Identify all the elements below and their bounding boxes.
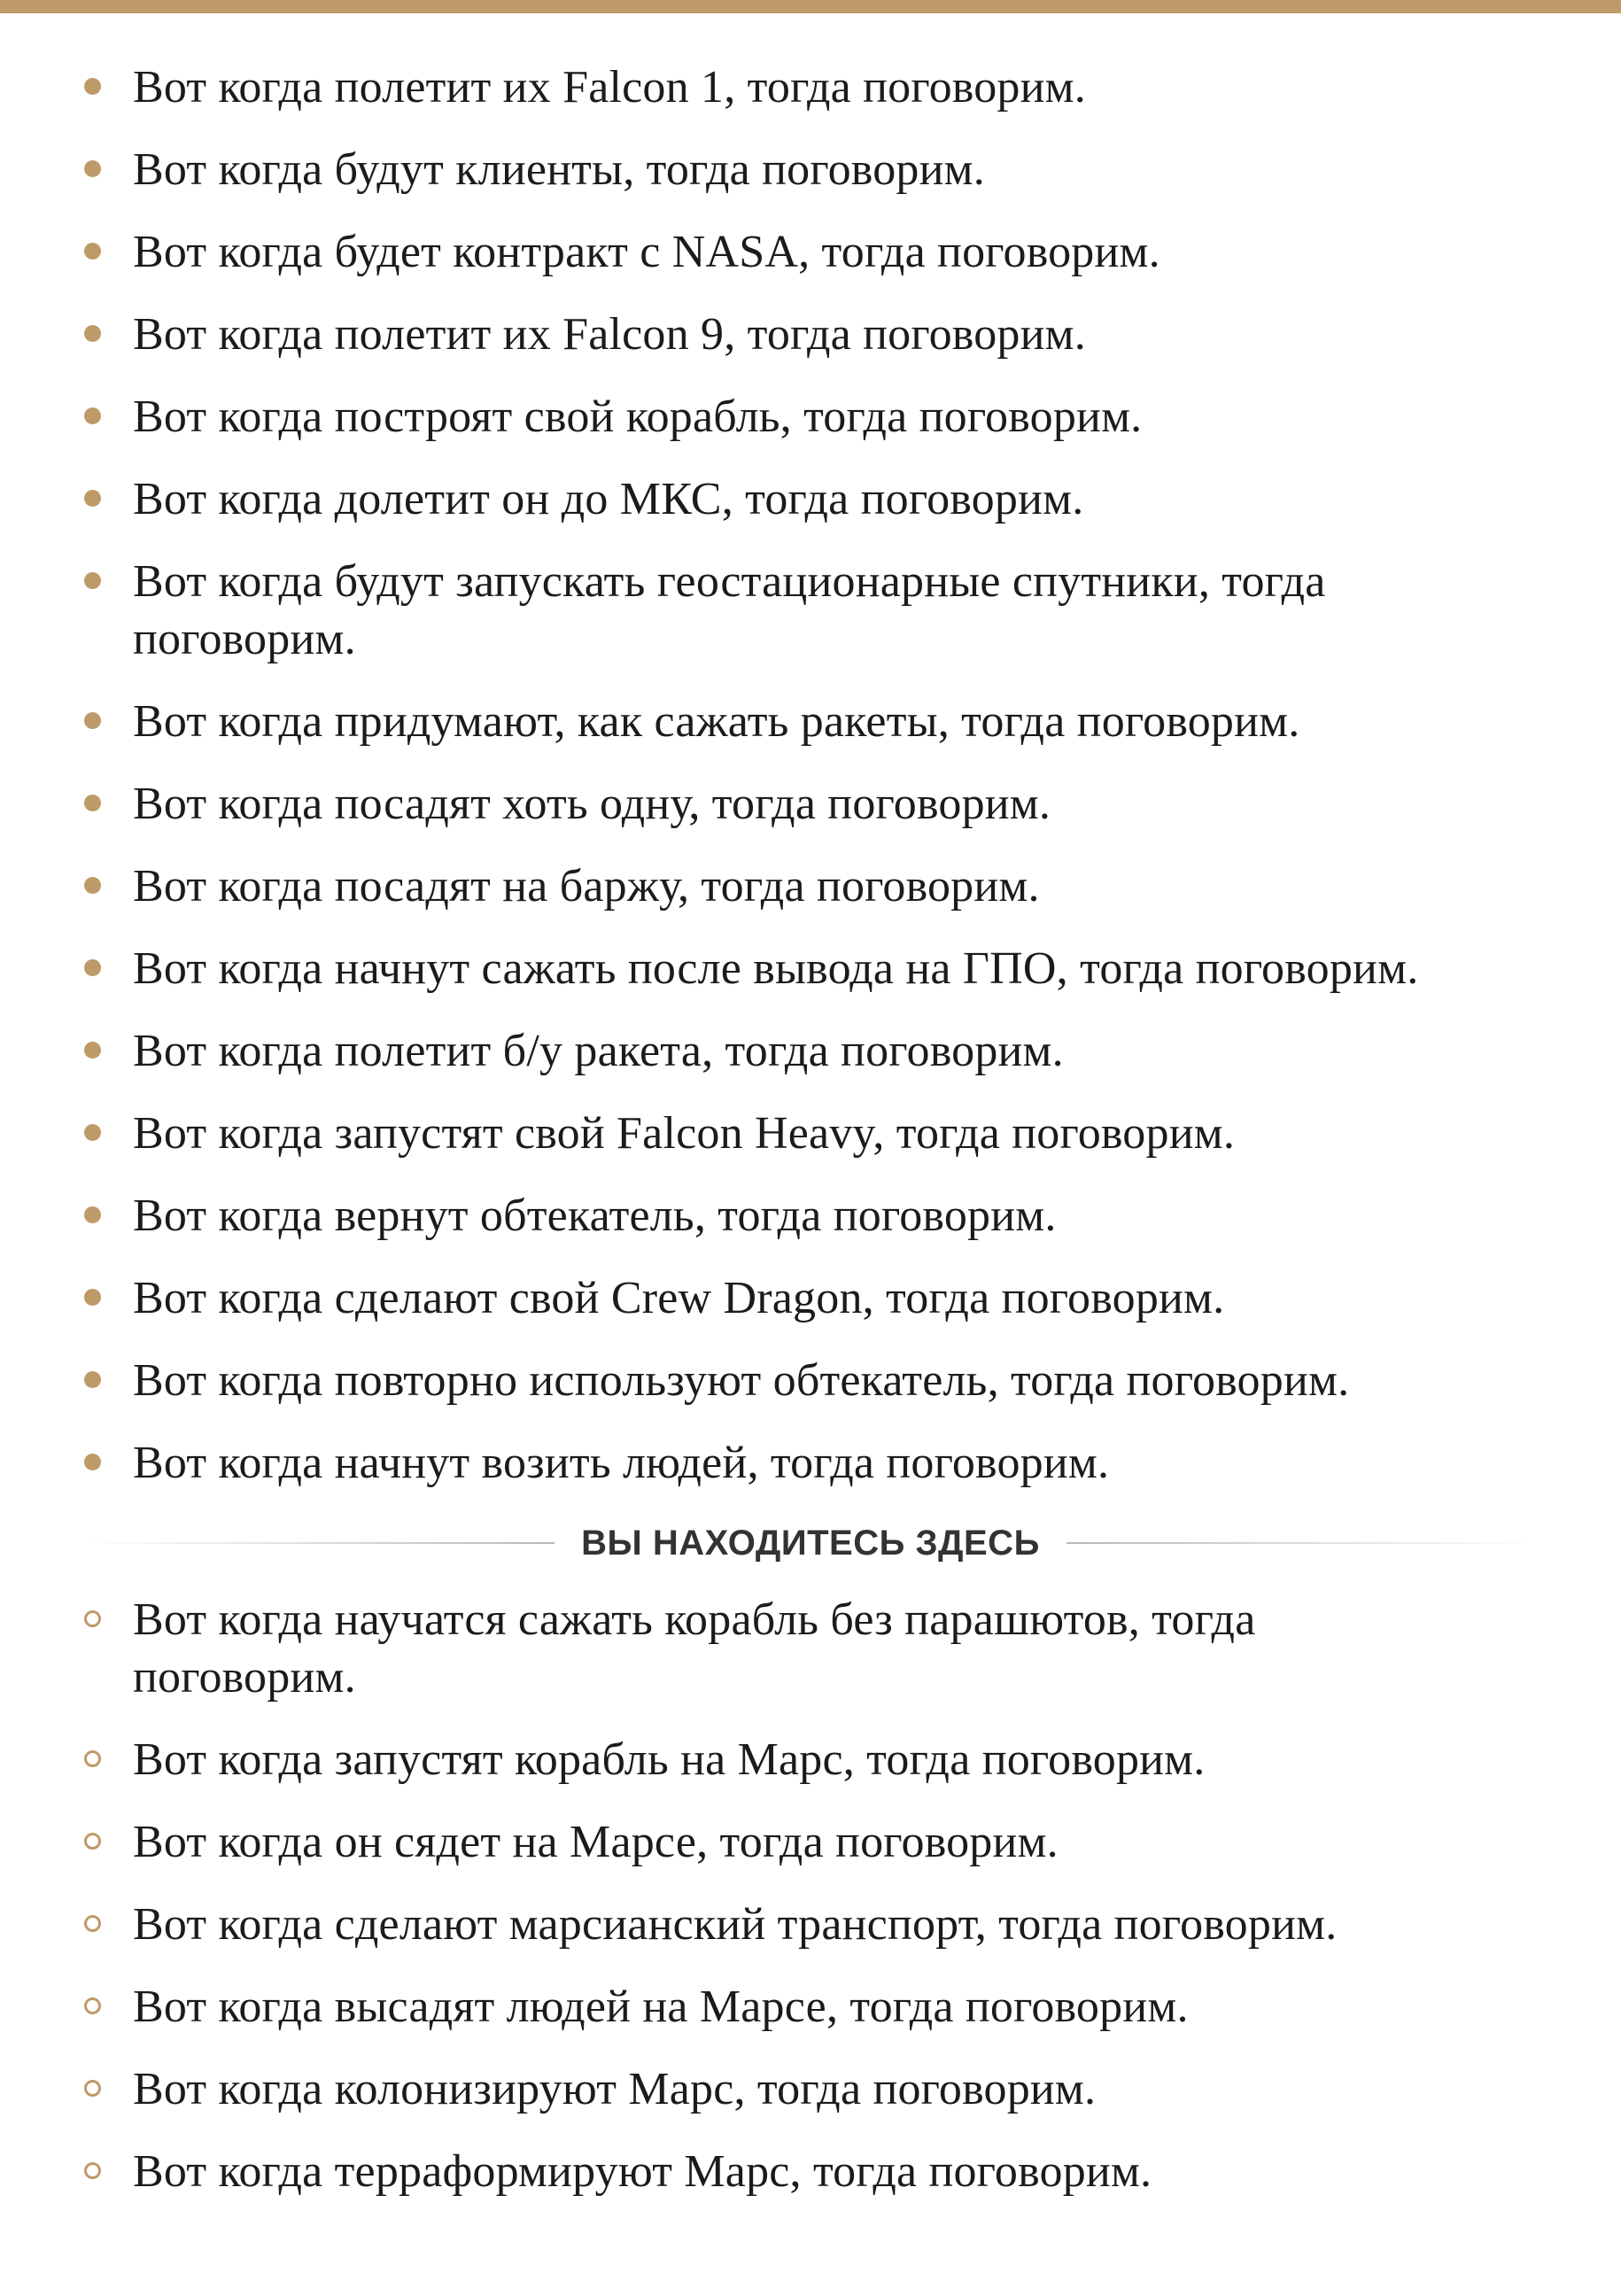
- list-item-text: Вот когда запустят корабль на Марс, тогда поговорим.: [133, 1734, 1206, 1785]
- list-item-text: Вот когда научатся сажать корабль без парашютов, тогда поговорим.: [133, 1594, 1256, 1703]
- hollow-bullet-icon: [84, 2162, 101, 2179]
- list-item: [84, 1105, 1590, 1162]
- list-item-text: Вот когда повторно используют обтекатель, тогда поговорим.: [133, 1355, 1350, 1406]
- list-item: [84, 58, 1590, 116]
- list-item-text: Вот когда терраформируют Марс, тогда поговорим.: [133, 2146, 1152, 2197]
- list-item-text: Вот когда посадят хоть одну, тогда поговорим.: [133, 779, 1051, 829]
- list-item: [84, 470, 1590, 528]
- filled-bullet-icon: [84, 1371, 101, 1388]
- list-item: [84, 1352, 1590, 1409]
- divider-label: ВЫ НАХОДИТЕСЬ ЗДЕСЬ: [581, 1523, 1040, 1563]
- list-item-text: Вот когда сделают свой Crew Dragon, тогда поговорим.: [133, 1273, 1225, 1323]
- list-item-text: Вот когда колонизируют Марс, тогда поговорим.: [133, 2064, 1097, 2114]
- filled-bullet-icon: [84, 1289, 101, 1306]
- filled-bullet-icon: [84, 959, 101, 976]
- filled-bullet-icon: [84, 712, 101, 729]
- hollow-bullet-icon: [84, 1610, 101, 1627]
- list-item: [84, 1896, 1590, 1953]
- list-item-text: Вот когда он сядет на Марсе, тогда поговорим.: [133, 1817, 1059, 1867]
- filled-bullet-icon: [84, 572, 101, 589]
- filled-bullet-icon: [84, 243, 101, 260]
- filled-bullet-icon: [84, 795, 101, 811]
- list-item-text: Вот когда построят свой корабль, тогда поговорим.: [133, 392, 1143, 442]
- list-item-text: Вот когда начнут сажать после вывода на ГПО, тогда поговорим.: [133, 943, 1419, 994]
- list-item: [84, 2060, 1590, 2118]
- list-item-text: Вот когда вернут обтекатель, тогда поговорим.: [133, 1191, 1057, 1241]
- list-item: [84, 141, 1590, 198]
- list-item-text: Вот когда будут клиенты, тогда поговорим.: [133, 144, 985, 195]
- hollow-bullet-icon: [84, 1997, 101, 2014]
- filled-bullet-icon: [84, 325, 101, 342]
- list-item-text: Вот когда будет контракт с NASA, тогда поговорим.: [133, 227, 1160, 277]
- list-item: [84, 1813, 1590, 1871]
- list-item: [84, 1434, 1590, 1492]
- list-item: [84, 388, 1590, 446]
- list-item-text: Вот когда высадят людей на Марсе, тогда поговорим.: [133, 1982, 1189, 2032]
- list-item: [84, 223, 1590, 281]
- list-item-text: Вот когда полетит их Falcon 1, тогда поговорим.: [133, 62, 1086, 112]
- list-item-text: Вот когда сделают марсианский транспорт, тогда поговорим.: [133, 1899, 1338, 1950]
- filled-bullet-icon: [84, 407, 101, 424]
- hollow-bullet-icon: [84, 1833, 101, 1850]
- list-item-text: Вот когда запустят свой Falcon Heavy, тогда поговорим.: [133, 1108, 1236, 1159]
- list-item-text: Вот когда долетит он до МКС, тогда поговорим.: [133, 474, 1084, 524]
- list-item: [84, 1187, 1590, 1245]
- list-item-text: Вот когда полетит б/у ракета, тогда поговорим.: [133, 1026, 1064, 1076]
- milestone-list-container: [84, 58, 1590, 2225]
- list-item: [84, 1978, 1590, 2036]
- filled-bullet-icon: [84, 490, 101, 507]
- list-item: [84, 940, 1590, 997]
- filled-bullet-icon: [84, 1206, 101, 1223]
- list-item: [84, 857, 1590, 915]
- list-item: [84, 1591, 1590, 1706]
- filled-bullet-icon: [84, 877, 101, 894]
- list-item: [84, 1269, 1590, 1327]
- hollow-bullet-icon: [84, 1750, 101, 1767]
- future-milestones-list: [84, 1591, 1590, 2200]
- list-item: [84, 2143, 1590, 2200]
- you-are-here-divider: [84, 1516, 1537, 1570]
- filled-bullet-icon: [84, 1042, 101, 1059]
- filled-bullet-icon: [84, 78, 101, 95]
- list-item-text: Вот когда придумают, как сажать ракеты, тогда поговорим.: [133, 696, 1300, 747]
- filled-bullet-icon: [84, 160, 101, 177]
- list-item: [84, 1731, 1590, 1788]
- list-item-text: Вот когда начнут возить людей, тогда поговорим.: [133, 1438, 1110, 1488]
- list-item-text: Вот когда посадят на баржу, тогда поговорим.: [133, 861, 1040, 911]
- list-item-text: Вот когда полетит их Falcon 9, тогда поговорим.: [133, 309, 1086, 360]
- hollow-bullet-icon: [84, 1915, 101, 1932]
- list-item: [84, 693, 1590, 750]
- divider-line-left: [84, 1542, 555, 1544]
- divider-line-right: [1066, 1542, 1537, 1544]
- list-item: [84, 553, 1590, 668]
- list-item-text: Вот когда будут запускать геостационарные спутники, тогда поговорим.: [133, 556, 1326, 664]
- list-item: [84, 1022, 1590, 1080]
- list-item: [84, 775, 1590, 833]
- completed-milestones-list: [84, 58, 1590, 1492]
- hollow-bullet-icon: [84, 2080, 101, 2097]
- list-item: [84, 306, 1590, 363]
- filled-bullet-icon: [84, 1454, 101, 1470]
- filled-bullet-icon: [84, 1124, 101, 1141]
- top-accent-bar: [0, 0, 1621, 13]
